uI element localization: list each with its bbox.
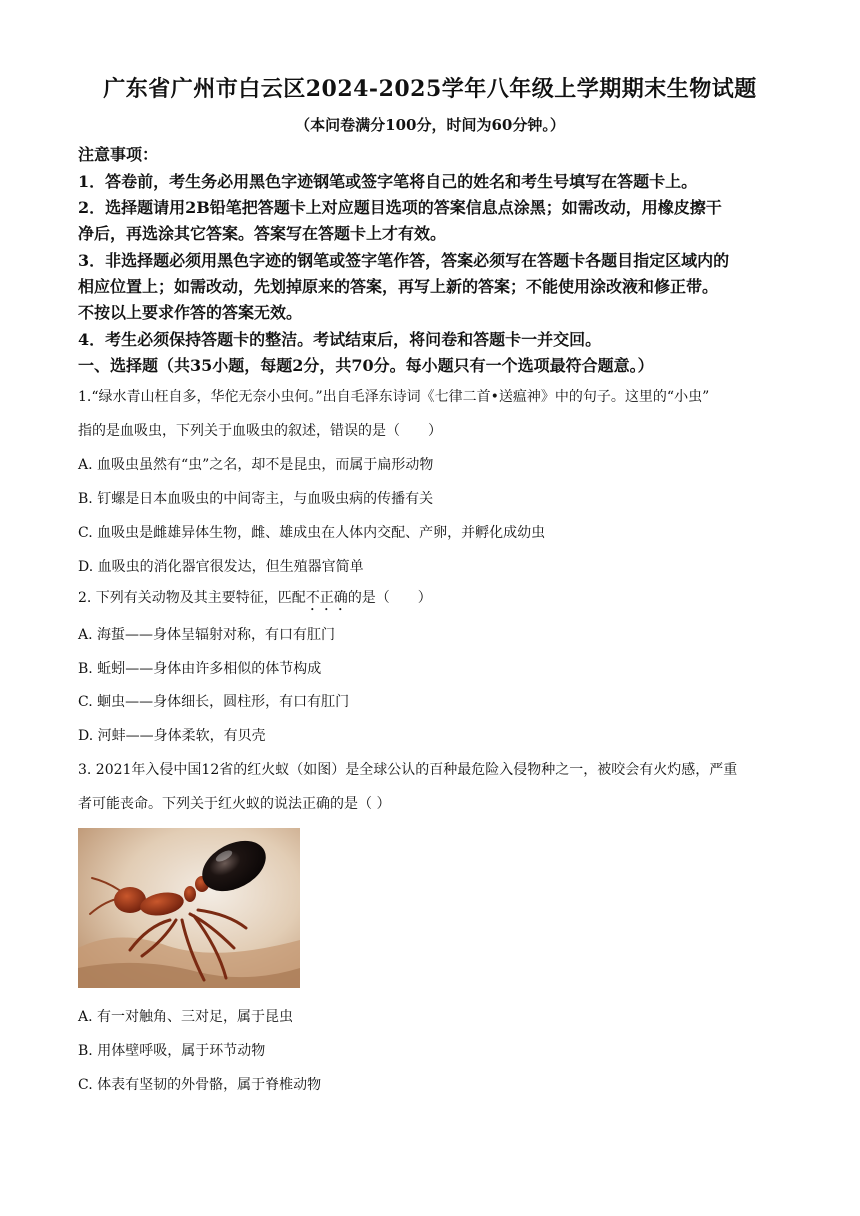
notice-item: 2．选择题请用2B铅笔把答题卡上对应题目选项的答案信息点涂黑；如需改动，用橡皮擦干 (78, 198, 722, 217)
notice-item: 不按以上要求作答的答案无效。 (78, 303, 303, 322)
notice-item: 3．非选择题必须用黑色字迹的钢笔或签字笔作答，答案必须写在答题卡各题目指定区域内的 (78, 251, 730, 270)
notice-item: 净后，再选涂其它答案。答案写在答题卡上才有效。 (78, 224, 447, 243)
answer-option: D. 河蚌——身体柔软，有贝壳 (78, 728, 266, 744)
answer-option: C. 体表有坚韧的外骨骼，属于脊椎动物 (78, 1077, 322, 1093)
section-heading: 一、选择题（共35小题，每题2分，共70分。每小题只有一个选项最符合题意。） (78, 356, 654, 375)
question-stem: 者可能丧命。下列关于红火蚁的说法正确的是（ ） (78, 796, 391, 812)
answer-option: B. 用体壁呼吸，属于环节动物 (78, 1043, 266, 1059)
answer-option: B. 钉螺是日本血吸虫的中间寄主，与血吸虫病的传播有关 (78, 491, 434, 507)
answer-option: A. 血吸虫虽然有“虫”之名，却不是昆虫，而属于扁形动物 (78, 457, 434, 473)
answer-option: C. 血吸虫是雌雄异体生物，雌、雄成虫在人体内交配、产卵，并孵化成幼虫 (78, 525, 546, 541)
question-stem: 3. 2021年入侵中国12省的红火蚁（如图）是全球公认的百种最危险入侵物种之一，被咬会有火灼感，严重 (78, 762, 738, 778)
stem-text: 2. 下列有关动物及其主要特征，匹配 (78, 590, 306, 606)
question-stem: 指的是血吸虫，下列关于血吸虫的叙述，错误的是（ ） (78, 423, 442, 439)
notice-item: 4．考生必须保持答题卡的整洁。考试结束后，将问卷和答题卡一并交回。 (78, 330, 602, 349)
page-title: 广东省广州市白云区2024-2025学年八年级上学期期末生物试题 (103, 76, 757, 102)
notice-item: 1．答卷前，考生务必用黑色字迹钢笔或签字笔将自己的姓名和考生号填写在答题卡上。 (78, 172, 698, 191)
notice-item: 相应位置上；如需改动，先划掉原来的答案，再写上新的答案；不能使用涂改液和修正带。 (78, 277, 719, 296)
question-stem: 1.“绿水青山枉自多，华佗无奈小虫何。”出自毛泽东诗词《七律二首•送瘟神》中的句子。这里的“小虫” (78, 389, 710, 405)
answer-option: D. 血吸虫的消化器官很发达，但生殖器官简单 (78, 559, 364, 575)
question-stem (78, 587, 432, 614)
page-subtitle: （本问卷满分100分，时间为60分钟。） (295, 116, 565, 134)
answer-option: C. 蛔虫——身体细长，圆柱形，有口有肛门 (78, 694, 350, 710)
answer-option: B. 蚯蚓——身体由许多相似的体节构成 (78, 661, 322, 677)
fire-ant-photo (78, 828, 300, 988)
notice-heading: 注意事项： (78, 145, 159, 164)
emphasis-text: 不正确 (305, 590, 348, 606)
answer-option: A. 有一对触角、三对足，属于昆虫 (78, 1009, 294, 1025)
stem-text: 的是（ ） (347, 590, 432, 606)
answer-option: A. 海蜇——身体呈辐射对称，有口有肛门 (78, 627, 336, 643)
